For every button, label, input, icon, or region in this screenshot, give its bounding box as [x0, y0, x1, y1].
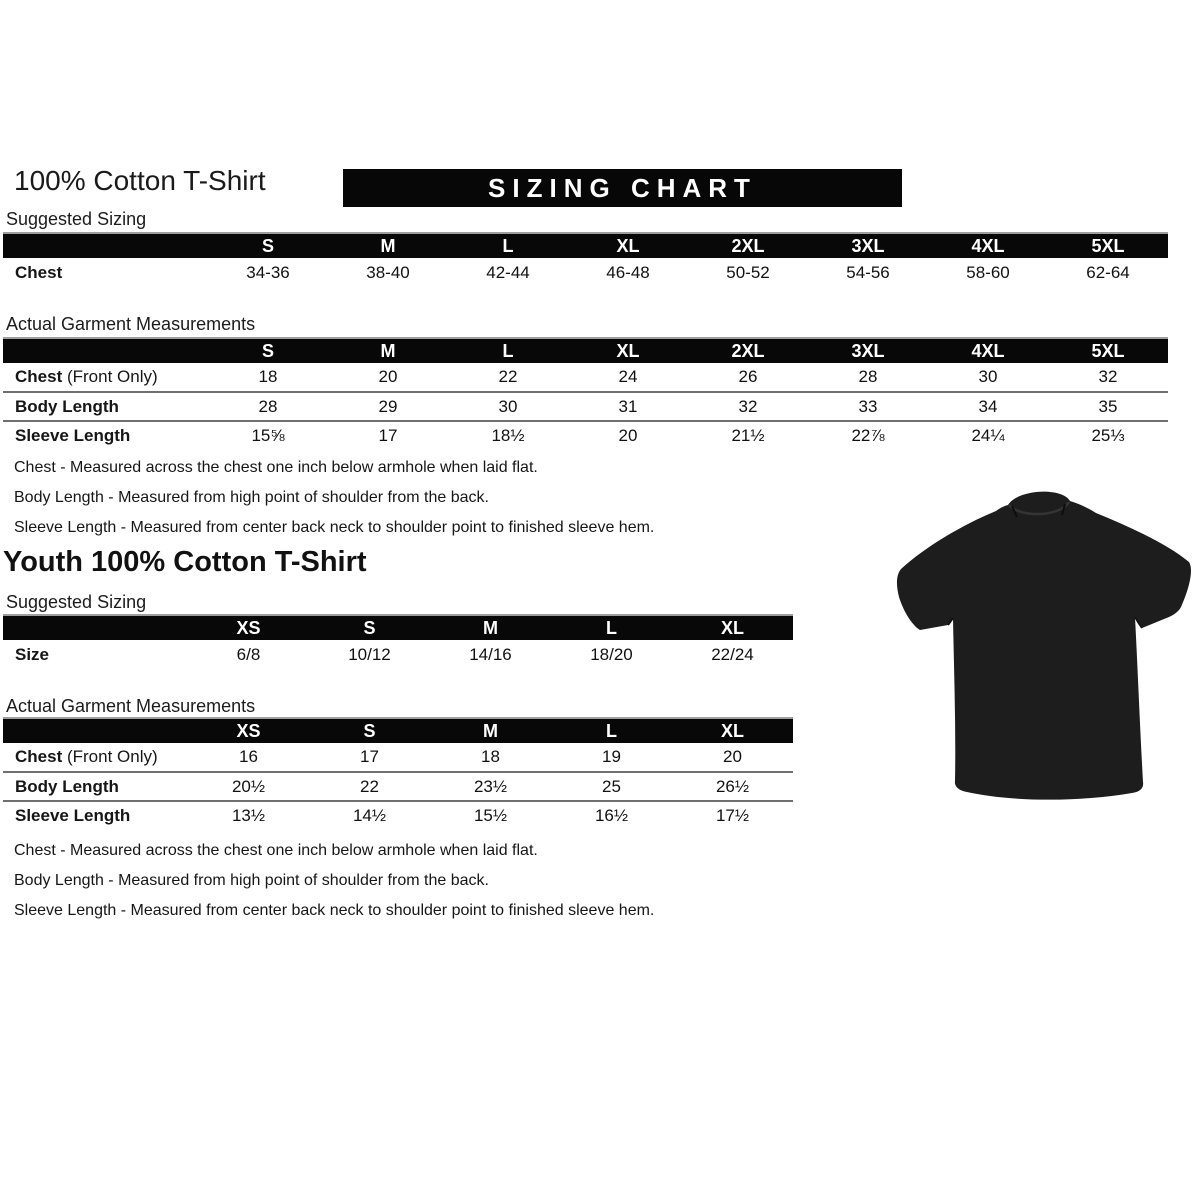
- cell: 26: [738, 367, 758, 386]
- size-col-header: 3XL: [808, 338, 928, 363]
- cell: 34: [978, 396, 998, 416]
- cell: 18: [258, 367, 278, 386]
- cell: 29: [378, 396, 398, 416]
- cell: 30: [498, 396, 518, 416]
- corner-cell: [3, 615, 188, 640]
- cell: 18: [481, 747, 500, 766]
- cell: 38-40: [366, 262, 410, 282]
- cell: 32: [738, 396, 758, 416]
- size-col-header: S: [208, 338, 328, 363]
- cell: 28: [258, 396, 278, 416]
- size-col-header: 5XL: [1048, 233, 1168, 258]
- cell: 25⅓: [1091, 426, 1125, 445]
- row-label: Sleeve Length: [15, 426, 131, 445]
- cell: 24: [618, 367, 638, 386]
- note-chest: Chest - Measured across the chest one inch below armhole when laid flat.: [14, 459, 538, 476]
- corner-cell: [3, 338, 208, 363]
- size-col-header: M: [328, 338, 448, 363]
- cell: 20: [378, 367, 398, 386]
- cell: 15½: [473, 806, 508, 825]
- size-col-header: XL: [672, 718, 793, 743]
- youth-size-row: [3, 640, 793, 669]
- sleeve-length-row: [3, 801, 793, 830]
- size-col-header: L: [551, 718, 672, 743]
- cell: 14½: [352, 806, 387, 825]
- cell: 34-36: [246, 262, 290, 282]
- cell: 24¼: [971, 426, 1005, 445]
- size-col-header: M: [430, 718, 551, 743]
- cell: 28: [858, 367, 878, 386]
- row-label: Body Length: [15, 776, 119, 796]
- size-col-header: 3XL: [808, 233, 928, 258]
- cell: 30: [978, 367, 998, 386]
- cell: 16½: [594, 806, 629, 825]
- cell: 50-52: [726, 262, 770, 282]
- cell: 25: [602, 776, 621, 796]
- size-col-header: L: [448, 338, 568, 363]
- chest-measure-row: [3, 743, 793, 772]
- size-col-header: S: [309, 615, 430, 640]
- note-body-length: Body Length - Measured from high point of shoulder from the back.: [14, 872, 489, 889]
- adult-actual-measurements-label: Actual Garment Measurements: [6, 314, 256, 334]
- note-sleeve-length: Sleeve Length - Measured from center back neck to shoulder point to finished sleeve hem.: [14, 902, 655, 919]
- size-col-header: 2XL: [688, 338, 808, 363]
- row-label: Size: [15, 644, 50, 664]
- cell: 62-64: [1086, 262, 1130, 282]
- size-col-header: S: [208, 233, 328, 258]
- sleeve-length-row: [3, 421, 1168, 450]
- cell: 17: [378, 426, 398, 445]
- size-header-row: [3, 233, 1168, 258]
- cell: 58-60: [966, 262, 1010, 282]
- cell: 15⅝: [251, 426, 285, 445]
- cell: 46-48: [606, 262, 650, 282]
- size-col-header: XL: [568, 233, 688, 258]
- corner-cell: [3, 718, 188, 743]
- page-title: 100% Cotton T-Shirt: [14, 165, 266, 196]
- chest-range-row: [3, 258, 1168, 287]
- size-col-header: 4XL: [928, 338, 1048, 363]
- note-body-length: Body Length - Measured from high point of shoulder from the back.: [14, 489, 489, 506]
- size-col-header: 5XL: [1048, 338, 1168, 363]
- youth-section-title: Youth 100% Cotton T-Shirt: [3, 546, 367, 578]
- row-label: Body Length: [15, 396, 119, 416]
- adult-suggested-sizing-label: Suggested Sizing: [6, 209, 147, 229]
- cell: 22: [498, 367, 518, 386]
- size-col-header: XL: [568, 338, 688, 363]
- cell: 22: [360, 776, 379, 796]
- cell: 42-44: [486, 262, 530, 282]
- size-col-header: S: [309, 718, 430, 743]
- size-col-header: 2XL: [688, 233, 808, 258]
- cell: 18/20: [590, 644, 633, 664]
- size-col-header: XS: [188, 615, 309, 640]
- body-length-row: [3, 392, 1168, 421]
- youth-actual-measurements-table: [3, 717, 793, 830]
- corner-cell: [3, 233, 208, 258]
- size-col-header: L: [448, 233, 568, 258]
- sizing-chart-banner-text: SIZING CHART: [488, 172, 757, 203]
- size-col-header: M: [430, 615, 551, 640]
- youth-measurement-notes: [14, 842, 654, 932]
- row-label: Chest: [15, 262, 63, 282]
- chest-measure-row: [3, 363, 1168, 392]
- size-header-row: [3, 338, 1168, 363]
- cell: 6/8: [236, 644, 261, 664]
- cell: 13½: [231, 806, 266, 825]
- youth-actual-measurements-label: Actual Garment Measurements: [6, 696, 256, 716]
- cell: 17½: [715, 806, 750, 825]
- cell: 33: [858, 396, 878, 416]
- cell: 10/12: [348, 644, 391, 664]
- size-col-header: 4XL: [928, 233, 1048, 258]
- cell: 20½: [231, 776, 266, 796]
- adult-actual-measurements-table: [3, 337, 1168, 450]
- cell: 19: [602, 747, 621, 766]
- cell: 18½: [491, 426, 525, 445]
- row-label: Chest (Front Only): [15, 367, 158, 386]
- size-col-header: M: [328, 233, 448, 258]
- youth-suggested-sizing-table: [3, 614, 793, 669]
- size-col-header: XS: [188, 718, 309, 743]
- size-col-header: XL: [672, 615, 793, 640]
- note-sleeve-length: Sleeve Length - Measured from center back neck to shoulder point to finished sleeve hem.: [14, 519, 655, 536]
- cell: 35: [1098, 396, 1118, 416]
- cell: 23½: [473, 776, 508, 796]
- adult-measurement-notes: [14, 459, 654, 549]
- cell: 14/16: [469, 644, 512, 664]
- size-header-row: [3, 718, 793, 743]
- cell: 16: [239, 747, 258, 766]
- cell: 22⅞: [851, 426, 885, 445]
- note-chest: Chest - Measured across the chest one inch below armhole when laid flat.: [14, 842, 538, 859]
- cell: 20: [723, 747, 742, 766]
- row-label: Sleeve Length: [15, 806, 131, 825]
- cell: 17: [360, 747, 379, 766]
- black-tshirt-image: [892, 477, 1198, 815]
- adult-suggested-sizing-table: [3, 232, 1168, 287]
- youth-suggested-sizing-label: Suggested Sizing: [6, 592, 147, 612]
- size-header-row: [3, 615, 793, 640]
- cell: 31: [618, 396, 638, 416]
- sizing-chart-banner: [343, 169, 902, 207]
- cell: 21½: [731, 426, 765, 445]
- row-label: Chest (Front Only): [15, 747, 158, 766]
- cell: 54-56: [846, 262, 890, 282]
- size-col-header: L: [551, 615, 672, 640]
- body-length-row: [3, 772, 793, 801]
- cell: 20: [618, 426, 638, 445]
- cell: 26½: [715, 776, 750, 796]
- cell: 32: [1098, 367, 1118, 386]
- cell: 22/24: [711, 644, 754, 664]
